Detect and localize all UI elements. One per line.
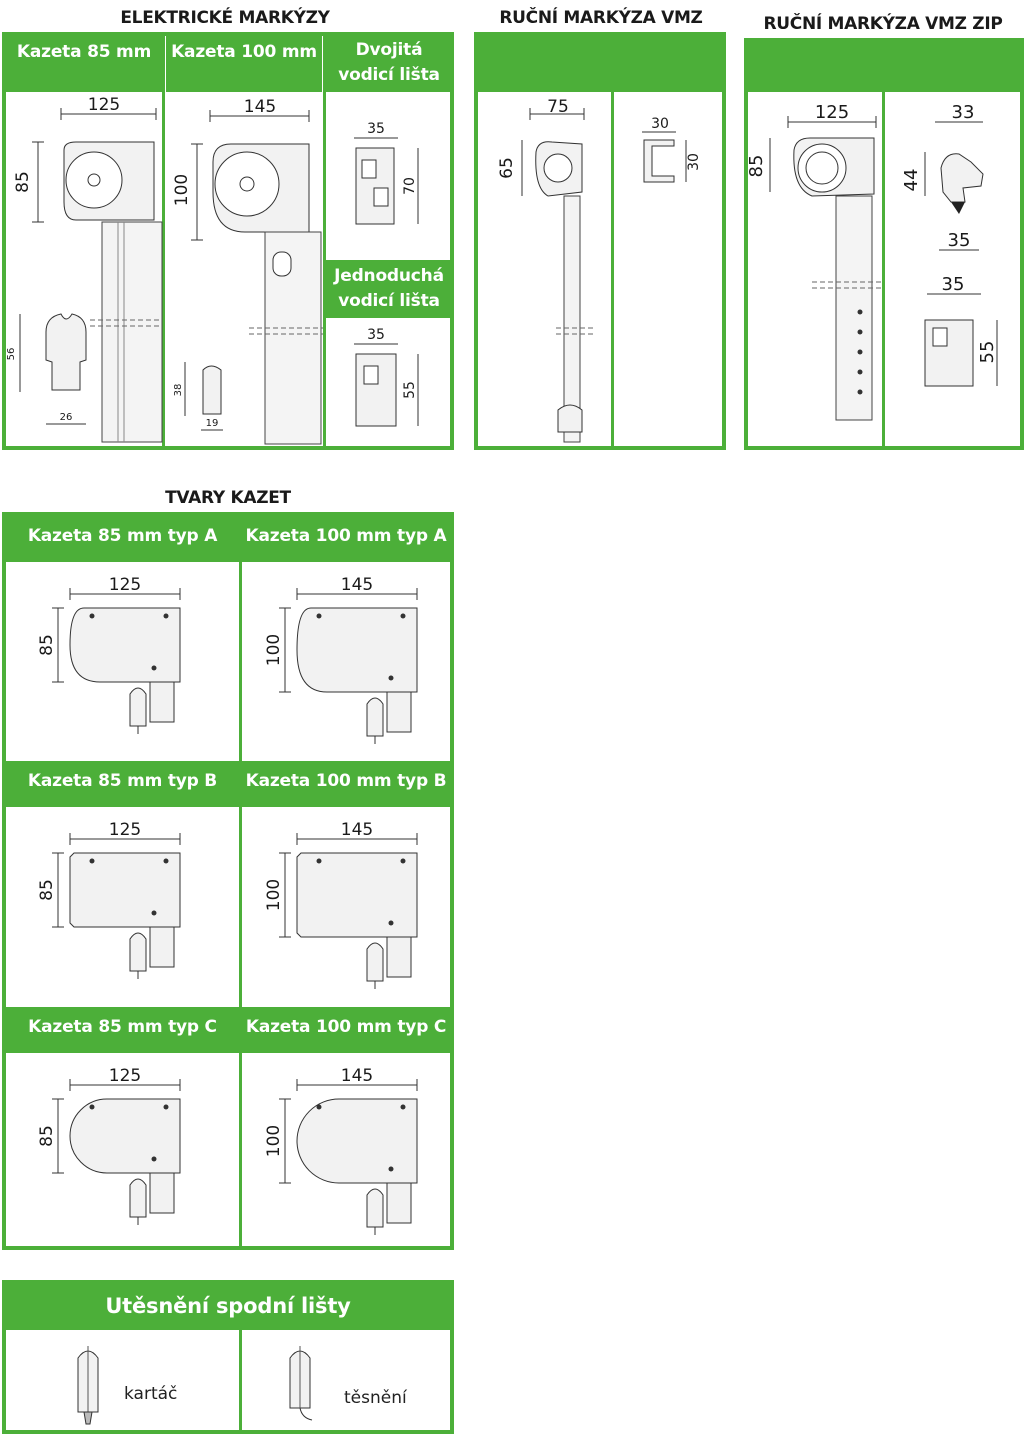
dim-rail-width: 30	[651, 116, 669, 132]
header-label: vodicí lišta	[338, 291, 440, 311]
cassette-body	[70, 608, 180, 682]
dim-width: 125	[108, 1066, 142, 1086]
header-jednoducha	[326, 260, 452, 318]
dim-width: 35	[367, 121, 385, 137]
header-label: Kazeta 85 mm	[16, 42, 152, 62]
dim-height: 100	[172, 173, 192, 207]
shape-label: Kazeta 85 mm typ B	[27, 771, 218, 791]
double-rail-drawing	[326, 92, 452, 260]
header-label: Dvojitá	[355, 40, 423, 60]
vmz-zip-title: RUČNÍ MARKÝZA VMZ ZIP	[763, 14, 1003, 34]
vmz-title: RUČNÍ MARKÝZA VMZ	[499, 8, 703, 28]
shape-label: Kazeta 100 mm typ A	[245, 526, 447, 546]
dim-height: 85	[37, 634, 57, 656]
shape-label: Kazeta 100 mm typ C	[245, 1017, 447, 1037]
cassette-body	[70, 1099, 180, 1173]
seal-drawings	[6, 1284, 450, 1430]
cassette-body	[297, 608, 417, 692]
dim-width: 75	[547, 97, 569, 117]
dim-height: 70	[402, 177, 418, 195]
dim-width: 145	[340, 1066, 374, 1086]
dim-rail-height: 55	[977, 340, 998, 364]
dim-height: 85	[746, 154, 767, 178]
dim-width: 125	[108, 575, 142, 595]
drawing-vmz-zip-right	[885, 92, 1020, 446]
header-kazeta-100	[166, 36, 322, 92]
shape-header	[6, 1007, 239, 1053]
drawing-vmz-rail	[614, 92, 722, 212]
drawing-double-rail	[326, 92, 452, 260]
dim-width: 145	[243, 97, 277, 117]
dim-width: 35	[367, 327, 385, 343]
dim-rail-width: 19	[205, 418, 219, 429]
dim-width: 145	[340, 575, 374, 595]
seal-kartac-label: kartáč	[124, 1384, 178, 1404]
shape-drawing	[242, 1053, 450, 1252]
header-dvojita	[326, 36, 452, 92]
single-rail-drawing	[326, 318, 452, 446]
dim-width: 145	[340, 820, 374, 840]
vmz-drawing	[478, 92, 611, 446]
cassette-body	[70, 853, 180, 927]
header-label: Kazeta 100 mm	[171, 42, 317, 62]
dim-rail-width: 26	[59, 412, 73, 423]
drawing-vmz-zip	[748, 92, 882, 446]
shape-drawing	[6, 1053, 239, 1252]
vmz-header	[478, 36, 722, 92]
shape-drawing	[6, 562, 239, 761]
cassette-100-drawing	[165, 92, 323, 446]
vmz-panel	[474, 32, 726, 450]
electric-panel	[2, 32, 454, 450]
dim-mid: 35	[947, 230, 971, 251]
shape-header	[6, 516, 239, 562]
header-label: vodicí lišta	[338, 65, 440, 85]
shape-drawing	[6, 807, 239, 1006]
vmz-zip-rail-drawing	[885, 92, 1020, 446]
shape-drawing	[242, 807, 450, 1006]
drawing-vmz	[478, 92, 611, 446]
seal-panel	[2, 1280, 454, 1434]
seal-title: Utěsnění spodní lišty	[105, 1294, 351, 1318]
shape-header	[242, 516, 450, 562]
dim-width: 125	[814, 102, 850, 123]
shape-label: Kazeta 85 mm typ C	[28, 1017, 217, 1037]
dim-rail-height: 30	[686, 153, 702, 171]
cassette-85-drawing	[6, 92, 162, 446]
dim-height: 100	[264, 1124, 284, 1158]
dim-height: 85	[37, 879, 57, 901]
dim-height: 85	[37, 1125, 57, 1147]
vmz-zip-panel	[744, 38, 1024, 450]
shape-label: Kazeta 85 mm typ A	[27, 526, 218, 546]
dim-height: 55	[402, 381, 418, 399]
shape-header	[242, 761, 450, 807]
dim-rail-width: 35	[941, 274, 965, 295]
shapes-title: TVARY KAZET	[165, 488, 291, 508]
cassette-body	[297, 1099, 417, 1183]
cassette-body	[297, 853, 417, 937]
dim-rail-height: 38	[173, 383, 184, 397]
shape-header	[242, 1007, 450, 1053]
drawing-single-rail	[326, 318, 452, 446]
dim-height: 85	[13, 171, 33, 193]
seal-tesneni-label: těsnění	[344, 1388, 407, 1408]
electric-title: ELEKTRICKÉ MARKÝZY	[120, 8, 330, 28]
header-kazeta-85	[6, 36, 162, 92]
header-label: Jednoduchá	[334, 266, 444, 286]
vmz-zip-drawing	[748, 92, 882, 446]
vmz-rail-drawing	[614, 92, 722, 212]
dim-height: 65	[497, 157, 517, 179]
drawing-kazeta-85	[6, 92, 162, 446]
dim-height: 100	[264, 633, 284, 667]
dim-width: 125	[87, 95, 121, 115]
drawing-kazeta-100	[165, 92, 323, 446]
dim-height: 100	[264, 878, 284, 912]
dim-top-height: 44	[901, 168, 922, 192]
shapes-panel	[2, 512, 454, 1250]
vmz-zip-header	[748, 42, 1020, 92]
dim-rail-height: 56	[6, 347, 17, 361]
shape-header	[6, 761, 239, 807]
dim-width: 125	[108, 820, 142, 840]
shape-label: Kazeta 100 mm typ B	[245, 771, 447, 791]
shape-drawing	[242, 562, 450, 761]
dim-top-width: 33	[951, 102, 975, 123]
